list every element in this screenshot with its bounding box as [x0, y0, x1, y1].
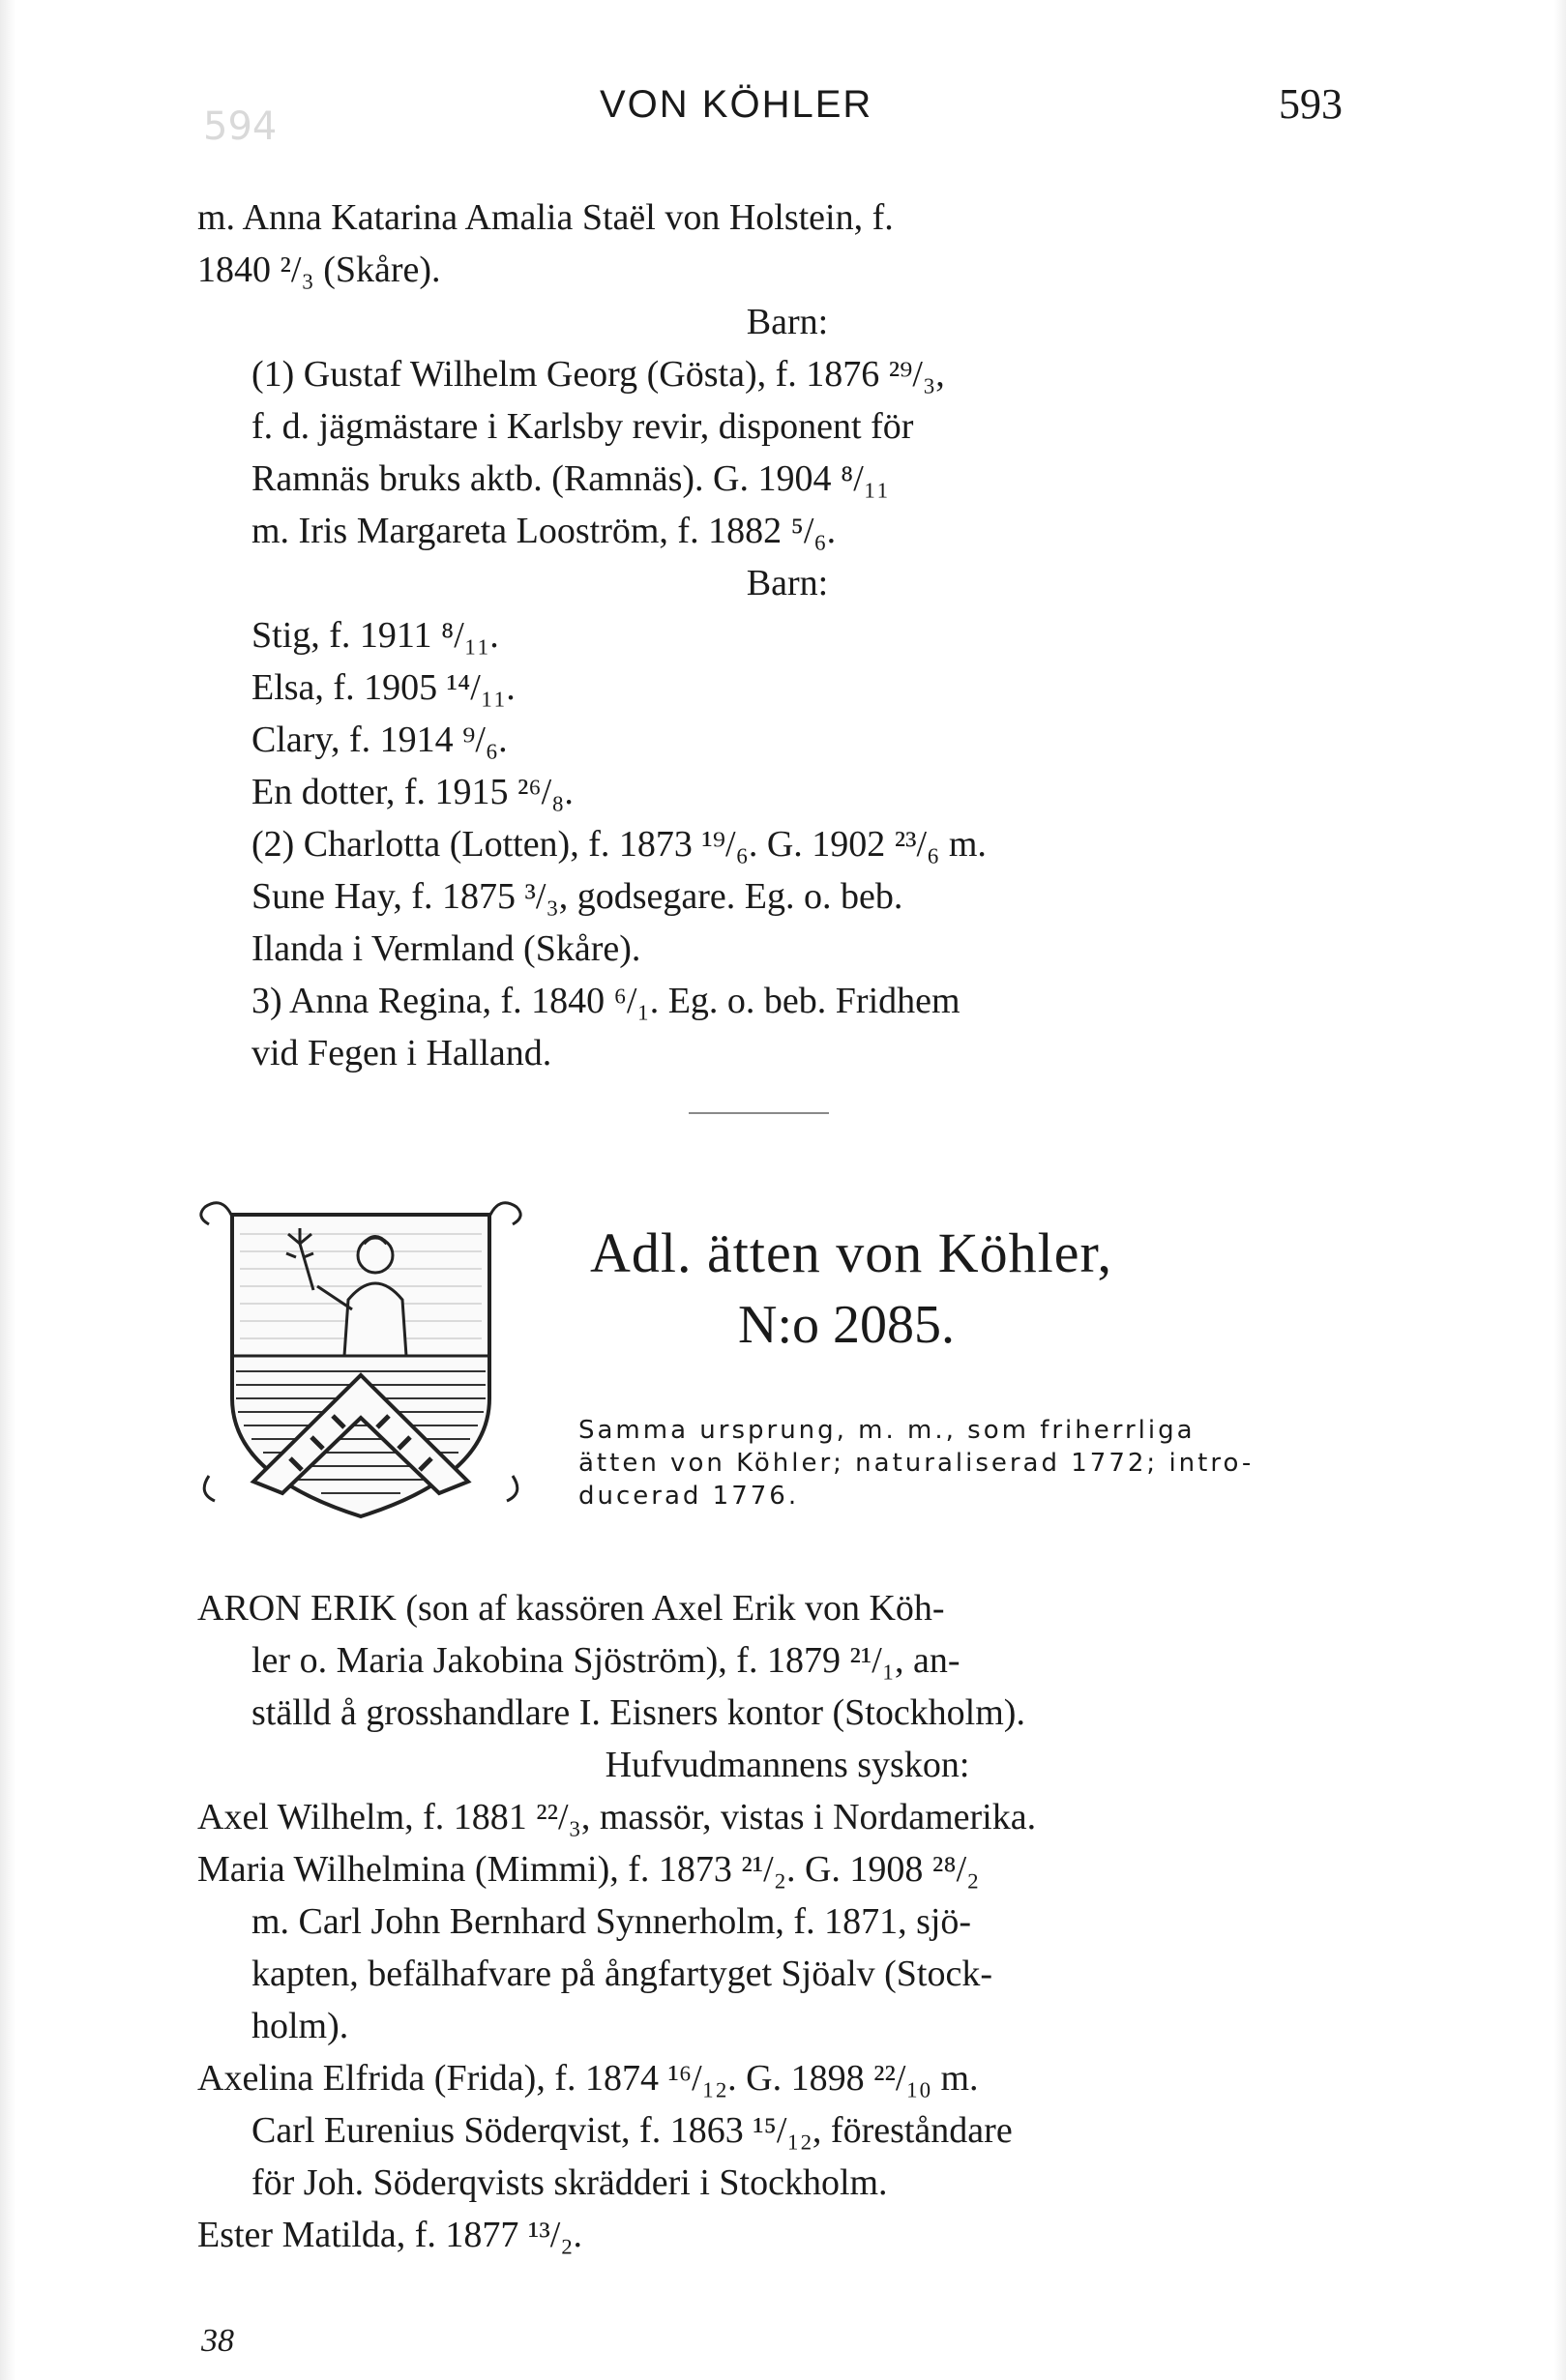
page-left-edge — [0, 0, 15, 2380]
family-title: Adl. ätten von Köhler, — [590, 1221, 1112, 1284]
family-note — [578, 1414, 1254, 1513]
text-line: Sune Hay, f. 1875 ³/₃, godsegare. Eg. o. beb. — [251, 876, 903, 917]
text-line: ställd å grosshandlare I. Eisners kontor (Stockholm). — [251, 1692, 1025, 1733]
section-heading: Barn: — [746, 302, 829, 342]
text-line: ARON ERIK (son af kassören Axel Erik von Köh- — [197, 1588, 945, 1629]
family-number: N:o 2085. — [738, 1295, 955, 1355]
text-line: (1) Gustaf Wilhelm Georg (Gösta), f. 1876 ²⁹/₃, — [251, 354, 945, 395]
signature-mark: 38 — [201, 2323, 234, 2359]
note-line: Samma ursprung, m. m., som friherrliga — [578, 1416, 1196, 1445]
text-line: ler o. Maria Jakobina Sjöström), f. 1879 ²¹/₁, an- — [251, 1640, 960, 1681]
page-right-edge — [1554, 0, 1566, 2380]
text-line: Stig, f. 1911 ⁸/₁₁. — [251, 615, 499, 656]
bleed-through-text: 594 — [203, 104, 278, 149]
text-line: Elsa, f. 1905 ¹⁴/₁₁. — [251, 667, 516, 708]
text-line: f. d. jägmästare i Karlsby revir, disponent för — [251, 406, 914, 447]
text-line: En dotter, f. 1915 ²⁶/₈. — [251, 772, 574, 812]
text-line: m. Iris Margareta Looström, f. 1882 ⁵/₆. — [251, 511, 837, 551]
text-line: Carl Eurenius Söderqvist, f. 1863 ¹⁵/₁₂, föreståndare — [251, 2110, 1013, 2151]
running-head: VON KÖHLER — [600, 83, 873, 126]
note-line: ätten von Köhler; naturaliserad 1772; intro- — [578, 1449, 1255, 1478]
text-line: m. Anna Katarina Amalia Staël von Holstein, f. — [197, 197, 894, 238]
section-heading: Hufvudmannens syskon: — [605, 1745, 970, 1785]
text-line: för Joh. Söderqvists skrädderi i Stockholm. — [251, 2162, 888, 2203]
text-line: 3) Anna Regina, f. 1840 ⁶/₁. Eg. o. beb. Fridhem — [251, 981, 960, 1021]
text-line: Maria Wilhelmina (Mimmi), f. 1873 ²¹/₂. G. 1908 ²⁸/₂ — [197, 1849, 980, 1890]
coat-of-arms-icon — [193, 1186, 528, 1530]
second-block — [197, 1582, 1377, 2261]
page-number: 593 — [1279, 80, 1343, 128]
section-divider — [689, 1112, 829, 1114]
text-line: Ramnäs bruks aktb. (Ramnäs). G. 1904 ⁸/₁₁ — [251, 458, 890, 499]
text-line: Clary, f. 1914 ⁹/₆. — [251, 720, 508, 760]
note-line: ducerad 1776. — [578, 1482, 800, 1511]
section-heading: Barn: — [746, 563, 829, 603]
text-line: kapten, befälhafvare på ångfartyget Sjöalv (Stock- — [251, 1954, 993, 1994]
text-line: holm). — [251, 2006, 349, 2046]
text-line: 1840 ²/₃ (Skåre). — [197, 250, 441, 290]
text-line: Axel Wilhelm, f. 1881 ²²/₃, massör, vistas i Nordamerika. — [197, 1797, 1037, 1837]
text-line: vid Fegen i Halland. — [251, 1033, 552, 1073]
text-line: m. Carl John Bernhard Synnerholm, f. 1871, sjö- — [251, 1901, 972, 1942]
text-line: Ilanda i Vermland (Skåre). — [251, 928, 641, 969]
text-line: (2) Charlotta (Lotten), f. 1873 ¹⁹/₆. G. 1902 ²³/₆ m. — [251, 824, 987, 865]
text-line: Ester Matilda, f. 1877 ¹³/₂. — [197, 2215, 583, 2255]
first-block — [197, 191, 1377, 1079]
text-line: Axelina Elfrida (Frida), f. 1874 ¹⁶/₁₂. G. 1898 ²²/₁₀ m. — [197, 2058, 979, 2099]
